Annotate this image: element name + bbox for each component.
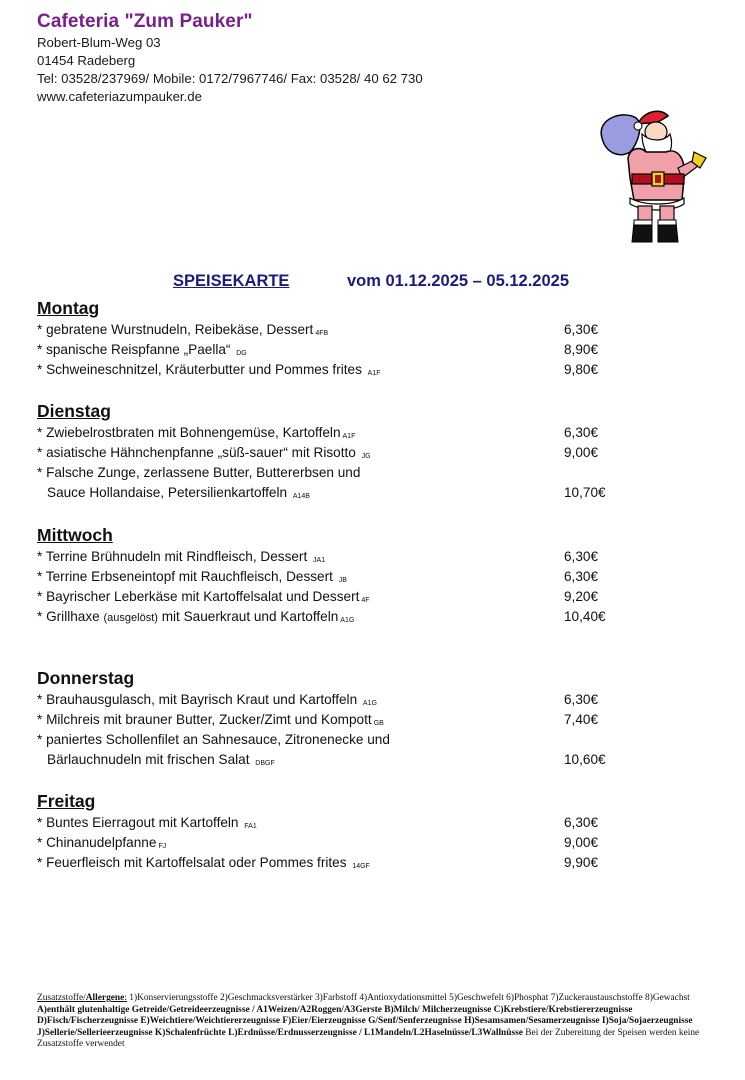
dish-price: 10,70€ (564, 485, 606, 500)
dish-name: * Falsche Zunge, zerlassene Butter, Buttererbsen und (37, 465, 361, 480)
dish-name-continued: Sauce Hollandaise, Petersilienkartoffeln (47, 485, 288, 500)
label-colon: : (124, 993, 127, 1003)
day-heading: Freitag (37, 791, 96, 811)
dish-name: * Terrine Erbseneintopf mit Rauchfleisch, Dessert (37, 569, 333, 584)
dish-price: 6,30€ (564, 322, 599, 337)
cafeteria-name: Cafeteria "Zum Pauker" (37, 11, 253, 32)
allergen-code: A1F (342, 433, 356, 440)
dish-price: 9,80€ (564, 362, 599, 377)
website-link[interactable]: www.cafeteriazumpauker.de (37, 89, 202, 104)
dish-name: * Terrine Brühnudeln mit Rindfleisch, Dessert (37, 549, 308, 564)
dish-item (37, 730, 637, 750)
dish-name: * Brauhausgulasch, mit Bayrisch Kraut und Kartoffeln (37, 692, 358, 707)
allergen-code: FJ (158, 843, 167, 850)
cafeteria-header (37, 10, 423, 106)
dish-name: * spanische Reispfanne „Paella“ (37, 342, 231, 357)
santa-claus-icon (594, 108, 712, 248)
additives-list: 1)Konservierungsstoffe 2)Geschmacksverstärker 3)Farbstoff 4)Antioxydationsmittel 5)Geschwefelt 6)Phosphat 7)Zuckeraustauschstoffe 8)Gewachst (126, 993, 690, 1003)
dish-item (37, 443, 637, 463)
dish-name: * Schweineschnitzel, Kräuterbutter und Pommes frites (37, 362, 362, 377)
allergen-code: A1F (367, 370, 381, 377)
dish-name: * Chinanudelpfanne (37, 835, 157, 850)
dish-item (37, 607, 637, 627)
dish-name-continued: Bärlauchnudeln mit frischen Salat (47, 752, 250, 767)
dish-name: * Zwiebelrostbraten mit Bohnengemüse, Kartoffeln (37, 425, 341, 440)
dish-item-continued (37, 483, 637, 503)
day-section-donnerstag (37, 666, 637, 770)
street-address: Robert-Blum-Weg 03 (37, 35, 161, 50)
dish-item (37, 567, 637, 587)
dish-item (37, 587, 637, 607)
dish-name: * asiatische Hähnchenpfanne „süß-sauer“ mit Risotto (37, 445, 356, 460)
dish-price: 6,30€ (564, 815, 599, 830)
allergen-code: 4FB (315, 330, 329, 337)
day-section-mittwoch (37, 523, 637, 627)
allergen-code: A14B (292, 493, 310, 500)
dish-item (37, 320, 637, 340)
dish-price: 9,00€ (564, 835, 599, 850)
allergen-code: JG (361, 453, 371, 460)
allergens-label: Allergene (85, 993, 125, 1003)
dish-item (37, 423, 637, 443)
dish-price: 9,90€ (564, 855, 599, 870)
dish-price: 10,40€ (564, 609, 606, 624)
dish-name: * Grillhaxe (37, 609, 100, 624)
dish-price: 8,90€ (564, 342, 599, 357)
dish-item (37, 360, 637, 380)
dish-item-continued (37, 750, 637, 770)
dish-price: 9,20€ (564, 589, 599, 604)
allergen-code: FA1 (244, 823, 257, 830)
preparation-note: Bei der Zubereitung der Speisen werden keine Zusatzstoffe verwendet (37, 1027, 700, 1050)
allergen-code: JB (338, 577, 347, 584)
dish-item (37, 690, 637, 710)
dish-price: 10,60€ (564, 752, 606, 767)
allergen-code: GB (373, 720, 384, 727)
allergen-code: A1G (340, 617, 355, 624)
dish-name: * gebratene Wurstnudeln, Reibekäse, Dessert (37, 322, 314, 337)
dish-price: 9,00€ (564, 445, 599, 460)
allergen-footer (37, 993, 717, 1051)
day-heading: Donnerstag (37, 668, 135, 688)
dish-price: 6,30€ (564, 569, 599, 584)
allergen-code: JA1 (313, 557, 326, 564)
day-section-montag (37, 296, 637, 380)
allergen-code: A1G (362, 700, 377, 707)
allergen-code: DBGF (255, 760, 275, 767)
allergen-code: 14GF (352, 863, 370, 870)
day-heading: Dienstag (37, 401, 111, 421)
dish-name: * Milchreis mit brauner Butter, Zucker/Zimt und Kompott (37, 712, 372, 727)
menu-heading (0, 272, 745, 296)
dish-item (37, 340, 637, 360)
dish-name: * Bayrischer Leberkäse mit Kartoffelsalat und Dessert (37, 589, 360, 604)
allergen-code: DG (236, 350, 247, 357)
menu-title: SPEISEKARTE (173, 272, 290, 290)
additives-label: Zusatzstoffe/ (37, 993, 86, 1003)
dish-name: * Buntes Eierragout mit Kartoffeln (37, 815, 239, 830)
allergens-list: A)enthält glutenhaltige Getreide/Getreideerzeugnisse / A1Weizen/A2Roggen/A3Gerste B)Milch/ Milcherzeugnisse C)Krebstiere/Krebstiererzeugnisse D)Fisch/Fischerzeugnisse E)Weichtiere/Weichtiererzeugnisse F)Eier/Eierzeugnisse G/Senf/Senferzeugnisse H)Sesamsamen/Sesamerzeugnisse I)Soja/Sojaerzeugnisse J)Sellerie/Sellerieerzeugnisse K)Schalenfrüchte L)Erdnüsse/Erdnusserzeugnisse / L1Mandeln/L2Haselnüsse/L3Wallnüsse (37, 1004, 693, 1038)
day-section-dienstag (37, 399, 637, 503)
dish-item (37, 710, 637, 730)
dish-name: * Feuerfleisch mit Kartoffelsalat oder Pommes frites (37, 855, 347, 870)
dish-name-rest: mit Sauerkraut und Kartoffeln (161, 609, 339, 624)
dish-price: 6,30€ (564, 549, 599, 564)
dish-price: 6,30€ (564, 692, 599, 707)
dish-note: (ausgelöst) (103, 612, 158, 624)
dish-price: 6,30€ (564, 425, 599, 440)
dish-item (37, 833, 637, 853)
dish-name: * paniertes Schollenfilet an Sahnesauce, Zitronenecke und (37, 732, 390, 747)
menu-date-range: vom 01.12.2025 – 05.12.2025 (347, 272, 570, 290)
day-heading: Mittwoch (37, 525, 113, 545)
city-address: 01454 Radeberg (37, 53, 136, 68)
day-heading: Montag (37, 298, 100, 318)
dish-price: 7,40€ (564, 712, 599, 727)
dish-item (37, 853, 637, 873)
dish-item (37, 813, 637, 833)
dish-item (37, 463, 637, 483)
dish-item (37, 547, 637, 567)
day-section-freitag (37, 789, 637, 873)
allergen-code: 4F (361, 597, 370, 604)
contact-numbers: Tel: 03528/237969/ Mobile: 0172/7967746/ Fax: 03528/ 40 62 730 (37, 71, 423, 86)
